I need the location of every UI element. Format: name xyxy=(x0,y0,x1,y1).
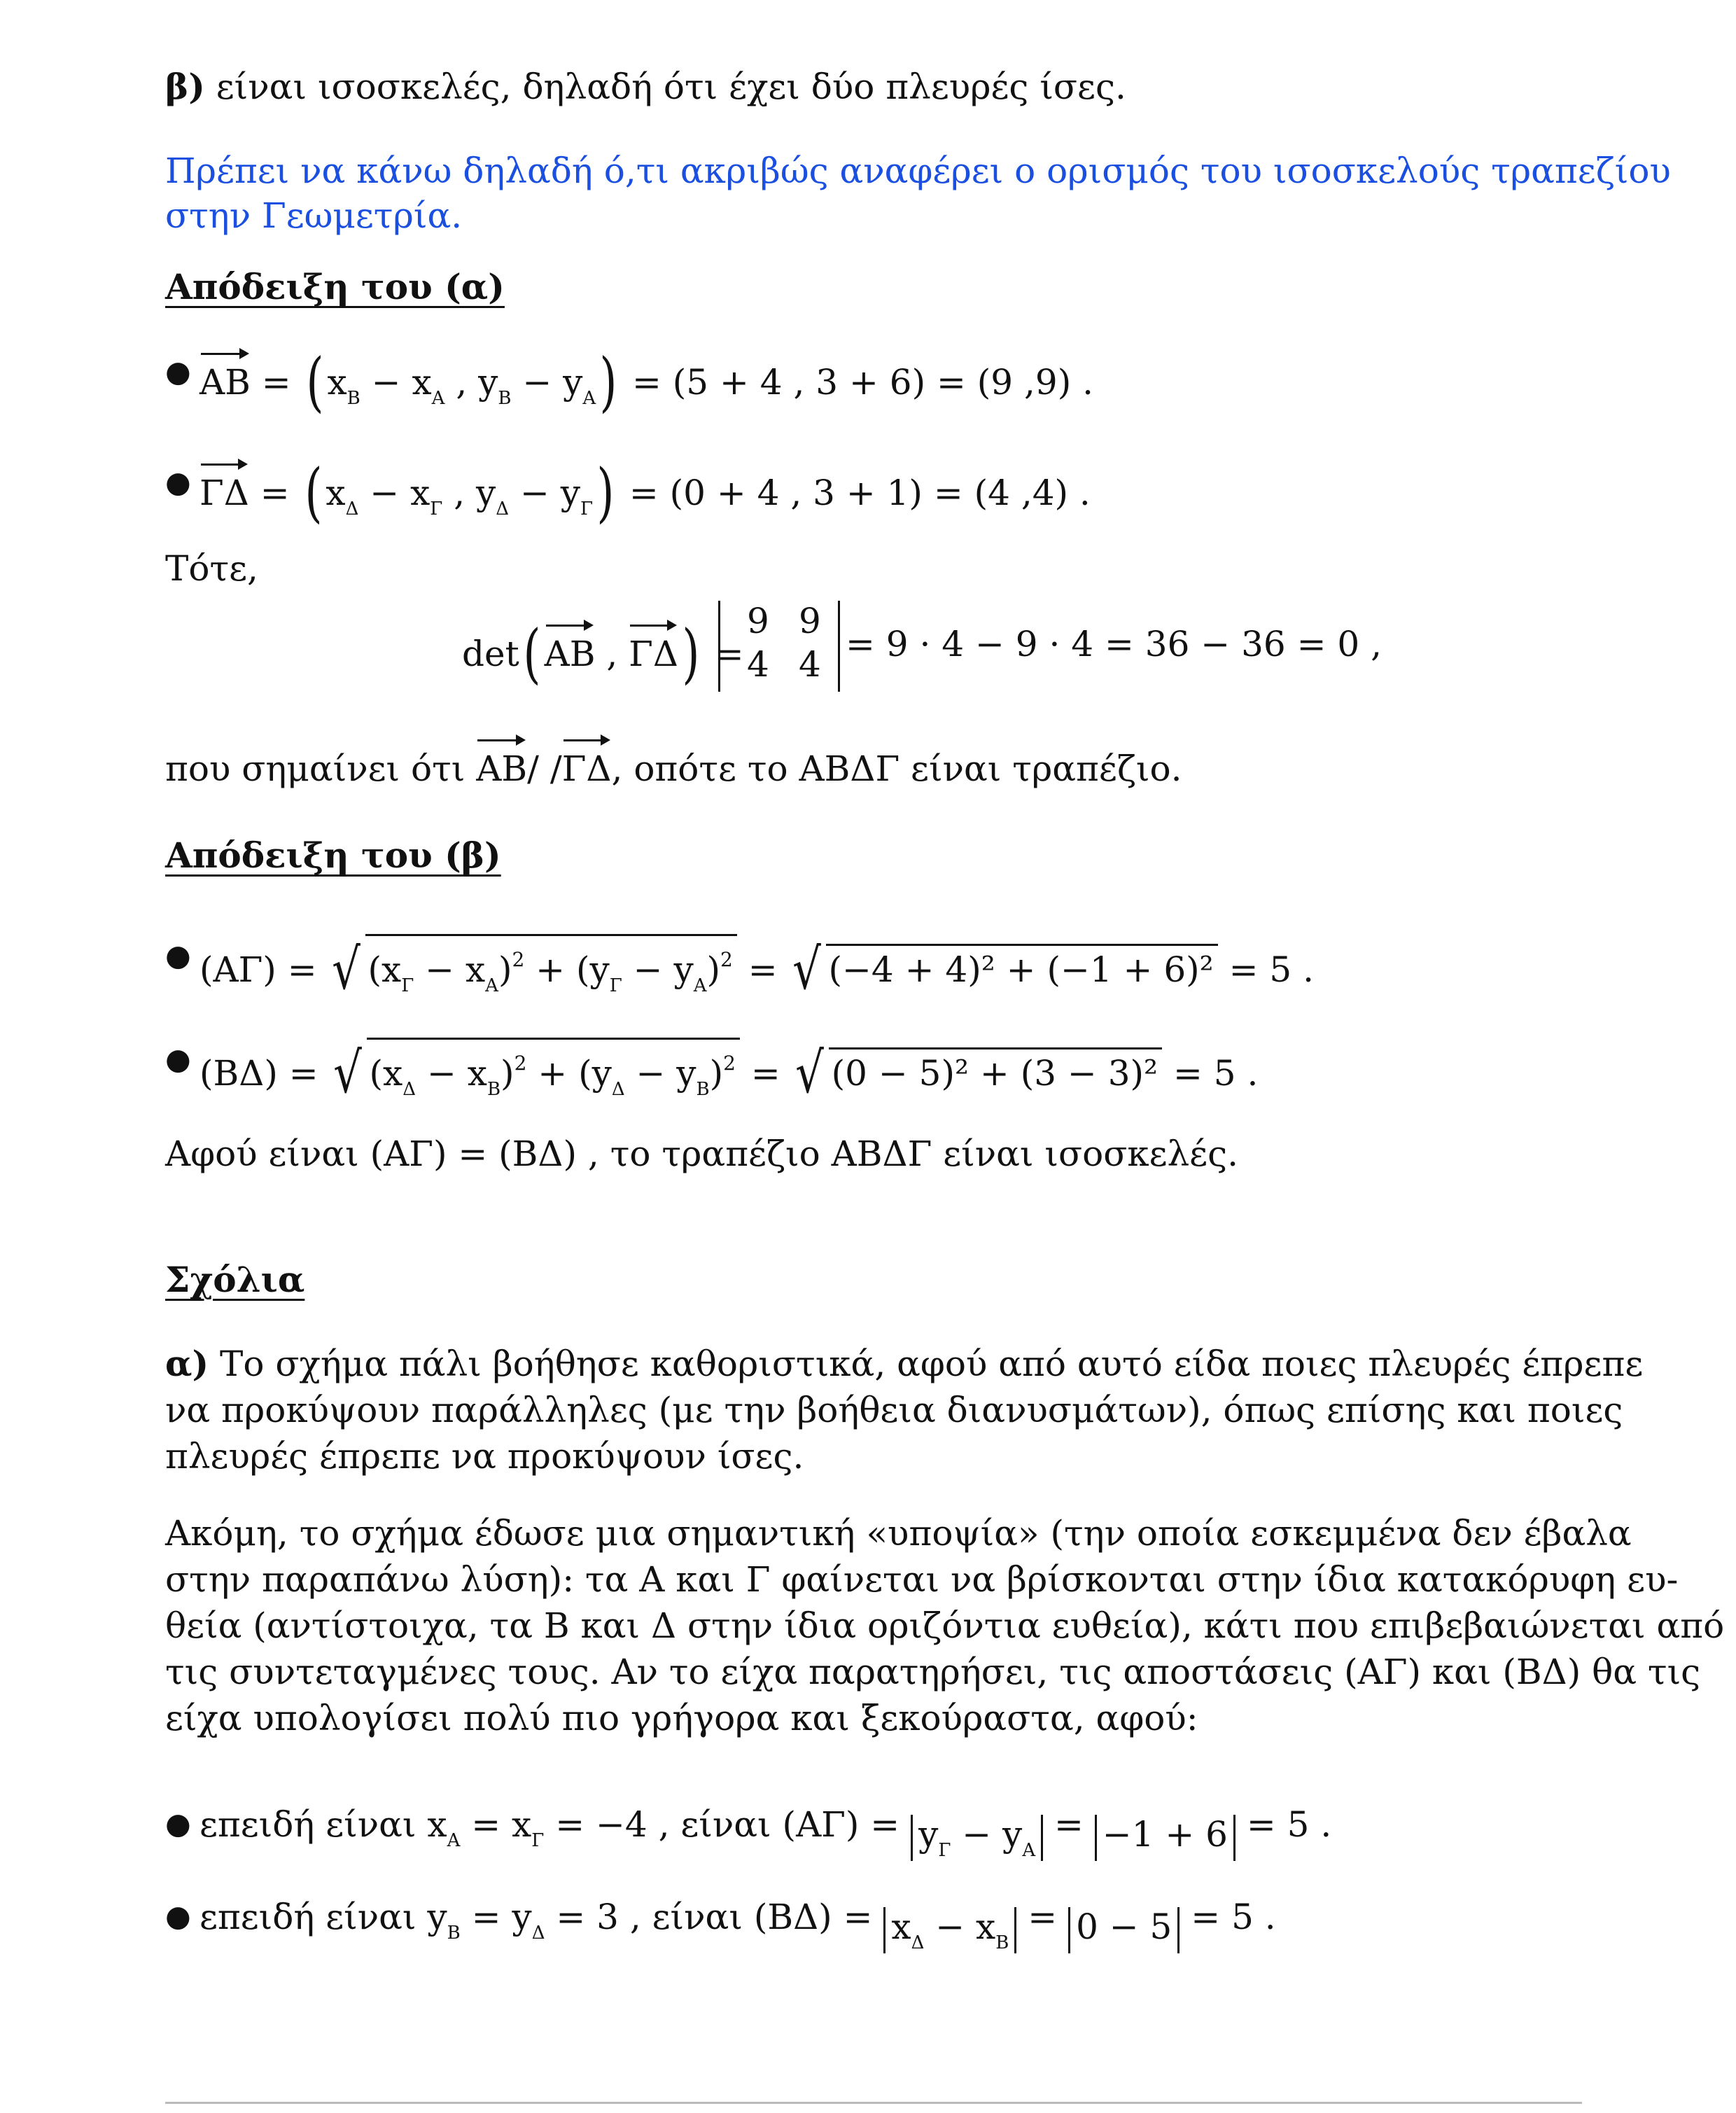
parallel-pre: που σημαίνει ότι xyxy=(165,748,465,789)
since-2-mid: = 3 , είναι (ΒΔ) = xyxy=(556,1897,873,1937)
paragraph-line-1: Ακόμη, το σχήμα έδωσε μια σημαντική «υποψία» (την οποία εσκεμμένα δεν έβαλα xyxy=(165,1513,1632,1554)
bullet-dot: ● xyxy=(165,1806,191,1841)
since-1-mid: = −4 , είναι (ΑΓ) = xyxy=(555,1804,900,1845)
bullet-dot: ● xyxy=(165,465,191,499)
bullet-dot: ● xyxy=(165,1899,191,1933)
paragraph-line-2: στην παραπάνω λύση): τα Α και Γ φαίνεται να βρίσκονται στην ίδια κατακόρυφη ευ- xyxy=(165,1559,1679,1600)
bd-numeric: (0 − 5)² + (3 − 3)² xyxy=(829,1047,1162,1096)
since-2-end: = 5 . xyxy=(1191,1897,1276,1937)
item-b-label: β) xyxy=(165,66,205,107)
ab-vector-line: AB = ( $x_B - x_A$ , $y_B - y_A) = (5 + 4$ , 3 + 6) = (9 ,9) . xyxy=(200,344,1093,419)
line-b xyxy=(165,64,1126,109)
det-cell: 9 xyxy=(799,601,821,641)
vector-ab: AB xyxy=(476,737,527,791)
proof-a-heading: Απόδειξη του (α) xyxy=(165,266,505,307)
det-cell: 4 xyxy=(747,644,769,685)
ag-distance-line: (ΑΓ) = √ $(x_\Gamma - x_A)^2 + (y_\Gamma - y_A)^2$ = √ (−4 + 4)² + (−1 + 6)² = 5 . xyxy=(200,934,1314,1008)
paragraph-line-4: τις συντεταγμένες τους. Αν το είχα παρατηρήσει, τις αποστάσεις (ΑΓ) και (ΒΔ) θα τις xyxy=(165,1652,1701,1692)
vector-gd: ΓΔ xyxy=(562,737,612,791)
bd-distance-line: (ΒΔ) = √ $(x_\Delta - x_B)^2 + (y_\Delta - y_B)^2$ = √ (0 − 5)² + (3 − 3)² = 5 . xyxy=(200,1038,1258,1112)
since-1-end: = 5 . xyxy=(1246,1804,1332,1845)
bullet-dot: ● xyxy=(165,1042,191,1076)
bd-result: = 5 . xyxy=(1172,1053,1259,1094)
item-b-text: είναι ισοσκελές, δηλαδή ότι έχει δύο πλευρές ίσες. xyxy=(216,67,1126,107)
since-line-2: επειδή είναι $y_B = y_\Delta = 3$ , είναι $(B\Delta) = x_\Delta - x_B = 0 - 5 = 5$ . xyxy=(200,1897,1276,1953)
ag-numeric: (−4 + 4)² + (−1 + 6)² xyxy=(826,944,1218,992)
bullet-dot: ● xyxy=(165,354,191,389)
det-label: det xyxy=(462,634,519,674)
det-cell: 4 xyxy=(799,644,821,685)
comment-a-line-3: πλευρές έπρεπε να προκύψουν ίσες. xyxy=(165,1436,804,1477)
paragraph-line-3: θεία (αντίστοιχα, τα Β και Δ στην ίδια οριζόντια ευθεία), κάτι που επιβεβαιώνεται από xyxy=(165,1605,1725,1646)
vector-gd: ΓΔ xyxy=(629,622,678,676)
det-result: = 9 · 4 − 9 · 4 = 36 − 36 = 0 , xyxy=(846,624,1382,664)
footer-rule xyxy=(165,2102,1582,2104)
parallel-post: , οπότε το ΑΒΔΓ είναι τραπέζιο. xyxy=(611,748,1182,789)
bd-label: (ΒΔ) = xyxy=(200,1053,318,1094)
parallel-line xyxy=(165,737,1182,791)
ag-label: (ΑΓ) = xyxy=(200,949,317,990)
tote-text: Τότε, xyxy=(165,548,258,589)
det-cell: 9 xyxy=(747,601,769,641)
blue-note-line-1: Πρέπει να κάνω δηλαδή ό,τι ακριβώς αναφέρει ο ορισμός του ισοσκελούς τραπεζίου xyxy=(165,151,1671,191)
gd-result: = (0 + 4 , 3 + 1) = (4 ,4) . xyxy=(629,473,1091,513)
determinant-matrix xyxy=(718,601,840,692)
vector-gd: ΓΔ xyxy=(200,461,249,515)
comment-a-label: α) xyxy=(165,1343,209,1384)
blue-note-line-2: στην Γεωμετρία. xyxy=(165,195,463,236)
vector-ab: AB xyxy=(200,350,251,405)
since-2-pre: επειδή είναι xyxy=(200,1897,416,1937)
bullet-dot: ● xyxy=(165,938,191,972)
paragraph-line-5: είχα υπολογίσει πολύ πιο γρήγορα και ξεκούραστα, αφού: xyxy=(165,1698,1198,1738)
since-1-abs: −1 + 6 xyxy=(1095,1815,1236,1861)
gd-vector-line: ΓΔ = ( $x_\Delta - x_\Gamma$ , $y_\Delta - y_\Gamma) = (0 + 4$ , 3 + 1) = (4 ,4) . xyxy=(200,455,1091,530)
ag-result: = 5 . xyxy=(1228,949,1314,990)
since-2-abs: 0 − 5 xyxy=(1068,1907,1180,1953)
since-line-1: επειδή είναι $x_A = x_\Gamma = -4$ , είναι $(A\Gamma) = y_\Gamma - y_A = -1 + 6 = 5$ . xyxy=(200,1804,1332,1861)
proof-b-heading: Απόδειξη του (β) xyxy=(165,835,501,876)
comment-a-line-1 xyxy=(165,1341,1643,1386)
parallel-symbol: / / xyxy=(527,748,562,789)
since-1-pre: επειδή είναι xyxy=(200,1804,416,1845)
comments-heading: Σχόλια xyxy=(165,1259,305,1300)
comment-a-text: Το σχήμα πάλι βοήθησε καθοριστικά, αφού από αυτό είδα ποιες πλευρές έπρεπε xyxy=(220,1344,1644,1384)
vector-ab: AB xyxy=(545,622,596,676)
conclusion: Αφού είναι (ΑΓ) = (ΒΔ) , το τραπέζιο ΑΒΔΓ είναι ισοσκελές. xyxy=(165,1134,1238,1174)
comment-a-line-2: να προκύψουν παράλληλες (με την βοήθεια διανυσμάτων), όπως επίσης και ποιες xyxy=(165,1390,1623,1430)
ab-result: = (5 + 4 , 3 + 6) = (9 ,9) . xyxy=(632,362,1093,403)
det-line: det( AB , ΓΔ) = xyxy=(462,616,744,691)
